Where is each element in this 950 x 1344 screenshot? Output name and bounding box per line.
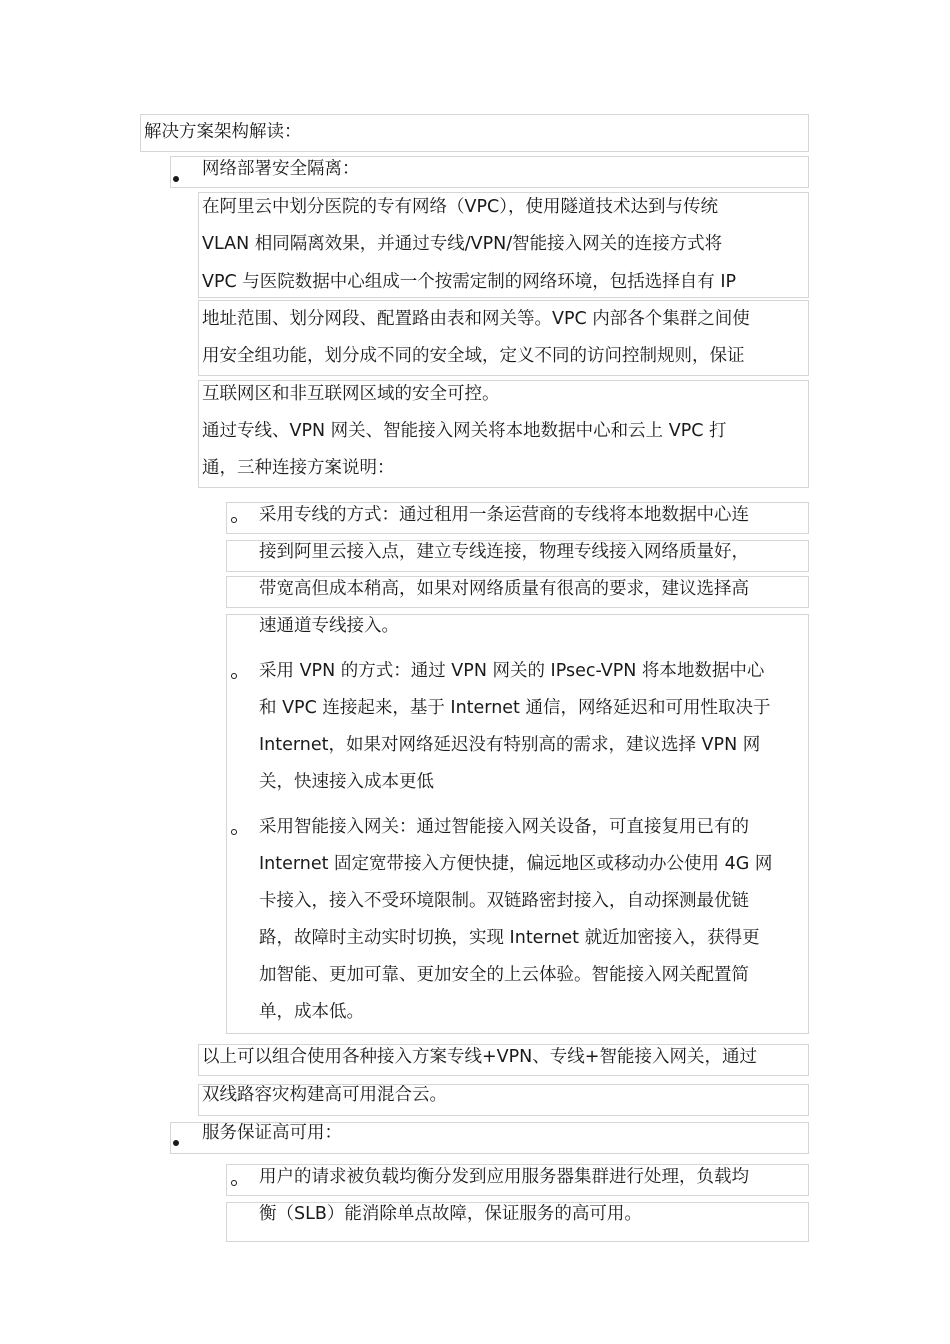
page-title: 解决方案架构解读： bbox=[144, 122, 302, 142]
option-line: 关，快速接入成本更低 bbox=[259, 772, 434, 792]
option-line: 采用专线的方式：通过租用一条运营商的专线将本地数据中心连 bbox=[259, 505, 749, 525]
paragraph-line: 用安全组功能，划分成不同的安全域，定义不同的访问控制规则，保证 bbox=[202, 346, 745, 366]
option-line: 单，成本低。 bbox=[259, 1002, 364, 1022]
option-line: 采用智能接入网关：通过智能接入网关设备，可直接复用已有的 bbox=[259, 817, 749, 837]
option-line: Internet，如果对网络延迟没有特别高的需求，建议选择 VPN 网 bbox=[259, 735, 761, 755]
circle-bullet-icon bbox=[231, 829, 237, 835]
circle-bullet-icon bbox=[231, 1180, 237, 1186]
paragraph-line: 互联网区和非互联网区域的安全可控。 bbox=[202, 384, 500, 404]
option-line: 带宽高但成本稍高，如果对网络质量有很高的要求，建议选择高 bbox=[259, 579, 749, 599]
option-line: 接到阿里云接入点，建立专线连接，物理专线接入网络质量好， bbox=[259, 542, 749, 562]
paragraph-line: 以上可以组合使用各种接入方案专线+VPN、专线+智能接入网关，通过 bbox=[202, 1047, 757, 1067]
option-line: 加智能、更加可靠、更加安全的上云体验。智能接入网关配置简 bbox=[259, 965, 749, 985]
section-heading: 服务保证高可用： bbox=[202, 1123, 342, 1143]
paragraph-line: 通，三种连接方案说明： bbox=[202, 458, 395, 478]
circle-bullet-icon bbox=[231, 517, 237, 523]
paragraph-line: 地址范围、划分网段、配置路由表和网关等。VPC 内部各个集群之间使 bbox=[202, 309, 750, 329]
option-line: 衡（SLB）能消除单点故障，保证服务的高可用。 bbox=[259, 1204, 642, 1224]
paragraph-line: VPC 与医院数据中心组成一个按需定制的网络环境，包括选择自有 IP bbox=[202, 272, 737, 292]
paragraph-line: VLAN 相同隔离效果，并通过专线/VPN/智能接入网关的连接方式将 bbox=[202, 234, 723, 254]
section-heading: 网络部署安全隔离： bbox=[202, 159, 360, 179]
option-line: Internet 固定宽带接入方便快捷，偏远地区或移动办公使用 4G 网 bbox=[259, 854, 773, 874]
circle-bullet-icon bbox=[231, 673, 237, 679]
option-line: 卡接入，接入不受环境限制。双链路密封接入，自动探测最优链 bbox=[259, 891, 749, 911]
option-line: 采用 VPN 的方式：通过 VPN 网关的 IPsec-VPN 将本地数据中心 bbox=[259, 661, 765, 681]
bullet-icon bbox=[173, 176, 179, 182]
option-line: 用户的请求被负载均衡分发到应用服务器集群进行处理，负载均 bbox=[259, 1167, 749, 1187]
paragraph-line: 通过专线、VPN 网关、智能接入网关将本地数据中心和云上 VPC 打 bbox=[202, 421, 727, 441]
paragraph-line: 双线路容灾构建高可用混合云。 bbox=[202, 1085, 447, 1105]
bullet-icon bbox=[173, 1140, 179, 1146]
option-line: 速通道专线接入。 bbox=[259, 616, 399, 636]
option-line: 路，故障时主动实时切换，实现 Internet 就近加密接入，获得更 bbox=[259, 928, 760, 948]
paragraph-line: 在阿里云中划分医院的专有网络（VPC），使用隧道技术达到与传统 bbox=[202, 197, 718, 217]
option-line: 和 VPC 连接起来，基于 Internet 通信，网络延迟和可用性取决于 bbox=[259, 698, 771, 718]
